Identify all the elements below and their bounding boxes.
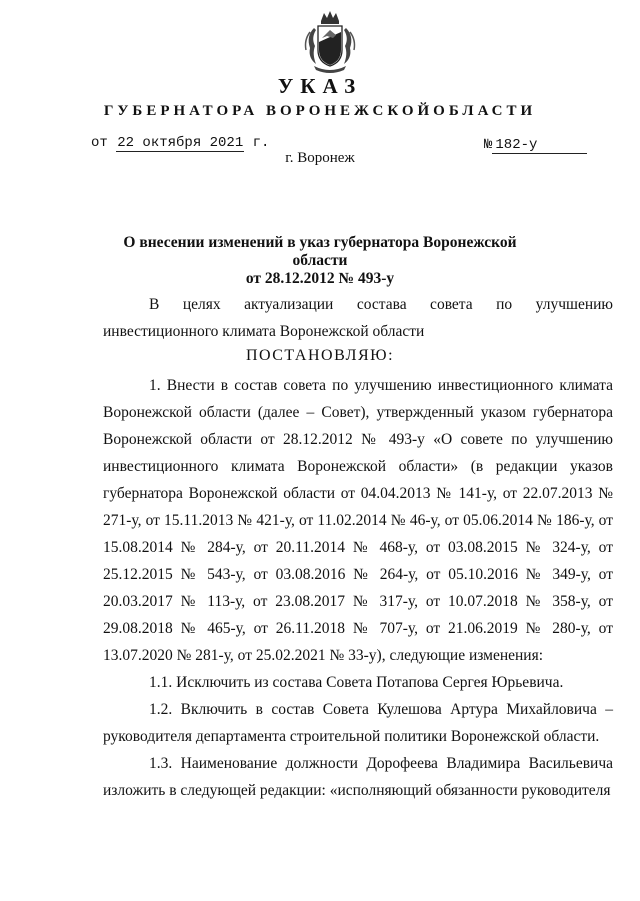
date-suffix: г. bbox=[252, 135, 270, 151]
heading-line-1: О внесении изменений в указ губернатора Воронежской области bbox=[123, 234, 517, 269]
document-heading bbox=[120, 234, 520, 288]
paragraph-1: 1. Внести в состав совета по улучшению инвестиционного климата Воронежской области (далее – Совет), утвержденный указом губернатора Воронежской области от 28.12.2012 № 493-у «О совете по улучшению инвестиционного климата Воронежской области» (в редакции указов губернатора Воронежской области от 04.04.2013 № 141-у, от 22.07.2013 № 271-у, от 15.11.2013 № 421-у, от 11.02.2014 № 46-у, от 05.06.2014 № 186-у, от 15.08.2014 № 284-у, от 20.11.2014 № 468-у, от 03.08.2015 № 324-у, от 25.12.2015 № 543-у, от 03.08.2016 № 264-у, от 05.10.2016 № 349-у, от 20.03.2017 № 113-у, от 23.08.2017 № 317-у, от 10.07.2018 № 358-у, от 29.08.2018 № 465-у, от 26.11.2018 № 707-у, от 21.06.2019 № 280-у, от 13.07.2020 № 281-у, от 25.02.2021 № 33-у), следующие изменения: bbox=[103, 377, 613, 664]
date-prefix: от bbox=[91, 135, 108, 151]
item-1-3: 1.3. Наименование должности Дорофеева Владимира Васильевича изложить в следующей редакции: «исполняющий обязанности руководителя bbox=[103, 755, 613, 799]
coat-of-arms-icon bbox=[300, 8, 360, 74]
preamble bbox=[103, 291, 613, 345]
issuer-line: ГУБЕРНАТОРА ВОРОНЕЖСКОЙОБЛАСТИ bbox=[103, 103, 537, 119]
document-type: УКАЗ bbox=[277, 74, 363, 98]
date-value: 22 октября 2021 bbox=[117, 135, 244, 151]
heading-line-2: от 28.12.2012 № 493-у bbox=[245, 270, 395, 287]
number-value: 182-у bbox=[492, 137, 587, 154]
decree-word: ПОСТАНОВЛЯЮ: bbox=[245, 347, 395, 364]
item-1-2: 1.2. Включить в состав Совета Кулешова Артура Михайловича – руководителя департамента строительной политики Воронежской области. bbox=[103, 701, 613, 745]
number-sign: № bbox=[484, 137, 493, 153]
city: г. Воронеж bbox=[285, 150, 355, 166]
decree-items bbox=[103, 372, 613, 804]
preamble-text: В целях актуализации состава совета по улучшению инвестиционного климата Воронежской области bbox=[103, 296, 613, 340]
item-1-1: 1.1. Исключить из состава Совета Потапова Сергея Юрьевича. bbox=[149, 674, 564, 691]
